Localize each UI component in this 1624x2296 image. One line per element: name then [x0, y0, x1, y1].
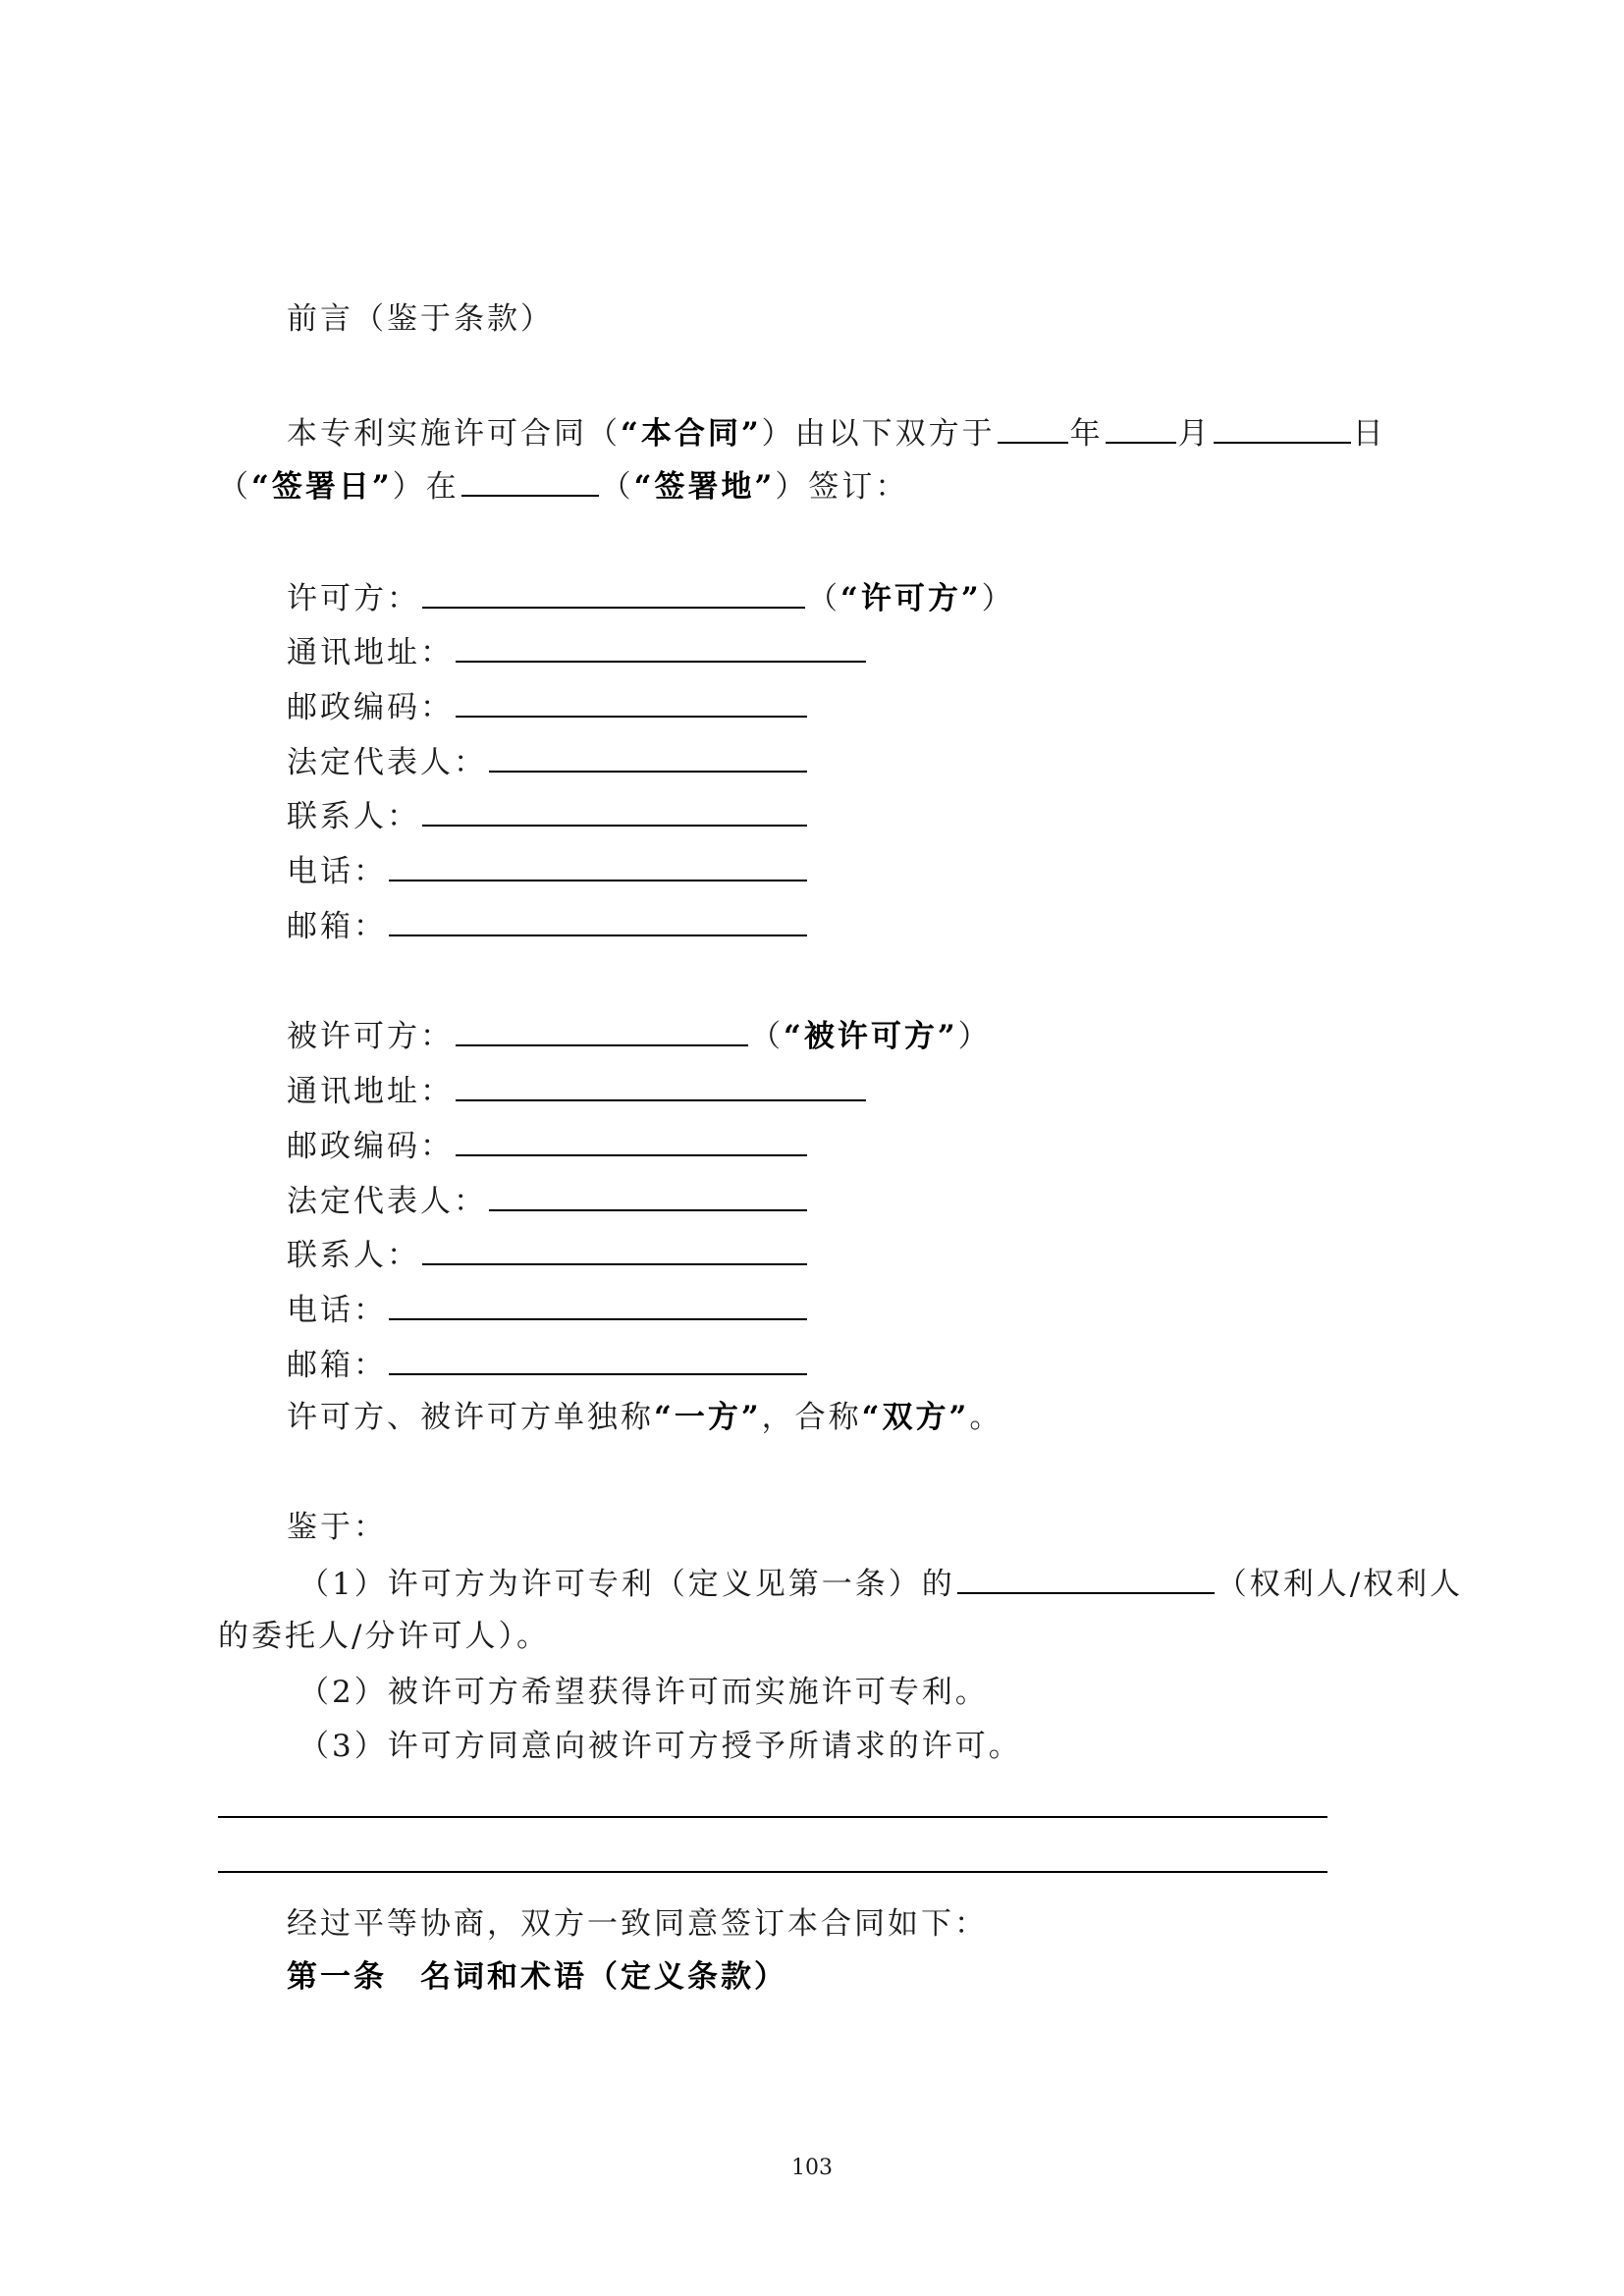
licensee-address-row	[287, 1070, 868, 1111]
licensor-phone-row	[287, 850, 809, 891]
licensee-postcode-label: 邮政编码：	[287, 1129, 454, 1164]
licensee-postcode-row	[287, 1125, 809, 1166]
licensor-address-label: 通讯地址：	[287, 635, 454, 670]
licensor-contact-field[interactable]	[422, 795, 807, 827]
term-sign-place: “签署地”	[633, 469, 776, 505]
party-terms-b: ，合称	[761, 1400, 862, 1435]
licensee-alias: “被许可方”	[784, 1019, 958, 1054]
licensee-alias-close: ）	[957, 1019, 992, 1054]
licensor-name-label: 许可方：	[287, 581, 420, 616]
intro-text-f: ）签订：	[775, 469, 909, 505]
intro-text-a: 本专利实施许可合同（	[287, 416, 621, 452]
whereas-heading: 鉴于：	[287, 1510, 387, 1545]
whereas-item-2: （2）被许可方希望获得许可而实施许可专利。	[298, 1675, 989, 1710]
year-label: 年	[1069, 416, 1104, 452]
intro-text-e: （	[600, 469, 634, 505]
licensor-email-label: 邮箱：	[287, 909, 387, 944]
licensee-email-row	[287, 1344, 809, 1385]
licensee-legal-rep-field[interactable]	[489, 1180, 807, 1211]
licensor-name-row	[287, 577, 1015, 618]
licensor-postcode-field[interactable]	[456, 686, 807, 718]
licensor-phone-label: 电话：	[287, 854, 387, 889]
licensee-name-field[interactable]	[456, 1015, 748, 1046]
term-sign-date: “签署日”	[251, 469, 393, 505]
intro-line-1	[287, 412, 1386, 454]
licensee-phone-field[interactable]	[389, 1289, 807, 1320]
licensee-contact-field[interactable]	[422, 1234, 807, 1265]
term-one-party: “一方”	[654, 1400, 762, 1435]
licensor-name-field[interactable]	[422, 577, 805, 609]
whereas-item-3: （3）许可方同意向被许可方授予所请求的许可。	[298, 1729, 1022, 1764]
month-label: 月	[1177, 416, 1212, 452]
intro-text-b: ）由以下双方于	[761, 416, 996, 452]
licensor-postcode-row	[287, 686, 809, 727]
whereas-item-1-text-a: （1）许可方为许可专利（定义见第一条）的	[298, 1567, 955, 1602]
year-blank[interactable]	[998, 412, 1068, 444]
licensor-contact-label: 联系人：	[287, 799, 420, 834]
preamble-heading: 前言（鉴于条款）	[287, 301, 554, 337]
licensor-contact-row	[287, 795, 809, 836]
licensee-contact-row	[287, 1234, 809, 1275]
agreement-text: 经过平等协商，双方一致同意签订本合同如下：	[287, 1906, 988, 1942]
licensee-phone-label: 电话：	[287, 1293, 387, 1328]
licensee-email-label: 邮箱：	[287, 1348, 387, 1383]
licensee-contact-label: 联系人：	[287, 1238, 420, 1273]
sign-place-blank[interactable]	[461, 465, 599, 497]
licensee-name-label: 被许可方：	[287, 1019, 454, 1054]
intro-line-2	[218, 465, 908, 507]
licensee-email-field[interactable]	[389, 1344, 807, 1375]
licensee-alias-open: （	[750, 1019, 784, 1054]
licensee-postcode-field[interactable]	[456, 1125, 807, 1156]
licensor-legal-rep-row	[287, 741, 809, 782]
licensee-legal-rep-label: 法定代表人：	[287, 1184, 487, 1219]
intro-text-d: ）在	[392, 469, 460, 505]
blank-line-1[interactable]	[218, 1816, 1327, 1818]
licensor-alias: “许可方”	[840, 581, 982, 616]
blank-line-2[interactable]	[218, 1871, 1327, 1873]
whereas-item-1-text-b: （权利人/权利人	[1216, 1567, 1464, 1602]
licensor-email-row	[287, 905, 809, 946]
party-terms-c: 。	[969, 1400, 1003, 1435]
licensee-phone-row	[287, 1289, 809, 1330]
licensor-alias-open: （	[807, 581, 840, 616]
party-terms-a: 许可方、被许可方单独称	[287, 1400, 654, 1435]
term-both-parties: “双方”	[861, 1400, 970, 1435]
day-label: 日	[1352, 416, 1386, 452]
page-number: 103	[791, 2156, 833, 2180]
whereas-item-1-line-1	[298, 1563, 1463, 1604]
whereas-item-1-line-2: 的委托人/分许可人）。	[218, 1619, 550, 1654]
licensee-legal-rep-row	[287, 1180, 809, 1221]
day-blank[interactable]	[1214, 412, 1351, 444]
licensee-address-label: 通讯地址：	[287, 1074, 454, 1109]
licensor-legal-rep-label: 法定代表人：	[287, 745, 487, 780]
intro-text-c: （	[218, 469, 251, 505]
licensee-name-row	[287, 1015, 992, 1056]
licensor-legal-rep-field[interactable]	[489, 741, 807, 773]
licensor-address-row	[287, 631, 868, 672]
licensor-email-field[interactable]	[389, 905, 807, 936]
article-1-title: 第一条 名词和术语（定义条款）	[287, 1959, 787, 1995]
month-blank[interactable]	[1106, 412, 1176, 444]
licensor-phone-field[interactable]	[389, 850, 807, 881]
party-terms-line	[287, 1398, 1002, 1437]
rights-holder-blank[interactable]	[957, 1563, 1215, 1594]
licensor-postcode-label: 邮政编码：	[287, 690, 454, 725]
licensor-address-field[interactable]	[456, 631, 866, 663]
term-contract: “本合同”	[621, 416, 762, 452]
licensor-alias-close: ）	[981, 581, 1015, 616]
licensee-address-field[interactable]	[456, 1070, 866, 1101]
